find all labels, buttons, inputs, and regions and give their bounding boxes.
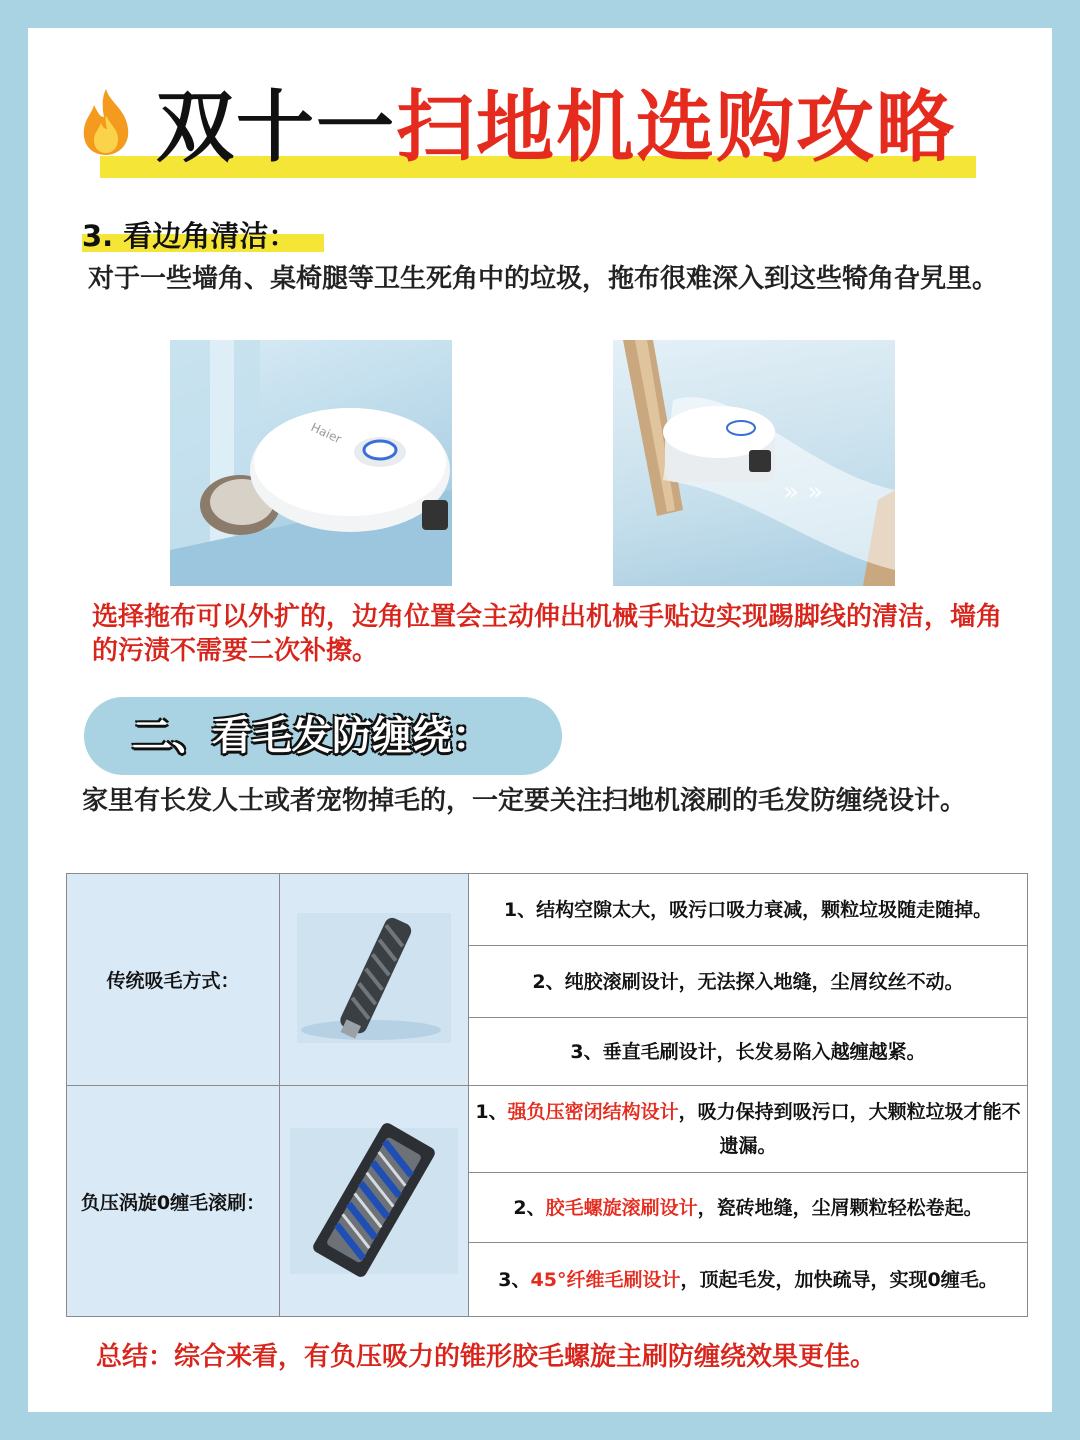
table-item: 1、结构空隙太大，吸污口吸力衰减，颗粒垃圾随走随掉。 <box>469 874 1028 946</box>
section2-text: 家里有长发人士或者宠物掉毛的，一定要关注扫地机滚刷的毛发防缠绕设计。 <box>82 786 967 816</box>
row-label: 传统吸毛方式： <box>67 874 280 1086</box>
robot-corner-cleaning-photo <box>170 340 452 586</box>
summary-text: 总结：综合来看，有负压吸力的锥形胶毛螺旋主刷防缠绕效果更佳。 <box>96 1342 877 1372</box>
section2-heading: 二、看毛发防缠绕： <box>132 713 492 759</box>
title-main: 扫地机选购攻略 <box>396 83 957 173</box>
section3-heading-block <box>82 214 297 255</box>
svg-text:Haier: Haier <box>308 420 344 447</box>
comparison-table <box>66 873 1028 1317</box>
title-text <box>70 62 956 180</box>
title-prefix: 双十一 <box>156 83 397 173</box>
traditional-roller-brush-photo <box>280 874 469 1086</box>
negative-pressure-roller-brush-photo <box>280 1086 469 1317</box>
svg-text:» »: » » <box>783 477 824 507</box>
table-row <box>67 874 1028 946</box>
robot-chair-leg-cleaning-photo <box>613 340 895 586</box>
table-item: 3、45°纤维毛刷设计，顶起毛发，加快疏导，实现0缠毛。 <box>469 1243 1028 1317</box>
table-item: 2、胶毛螺旋滚刷设计，瓷砖地缝，尘屑颗粒轻松卷起。 <box>469 1173 1028 1243</box>
section3-heading: 3. 看边角清洁： <box>82 219 298 253</box>
section3-note: 选择拖布可以外扩的，边角位置会主动伸出机械手贴边实现踢脚线的清洁，墙角的污渍不需要二次补擦。 <box>92 602 1003 666</box>
fire-icon <box>70 85 142 157</box>
table-item: 3、垂直毛刷设计，长发易陷入越缠越紧。 <box>469 1018 1028 1086</box>
page-title <box>70 62 990 182</box>
row-label: 负压涡旋0缠毛滚刷： <box>67 1086 280 1317</box>
section3-text: 对于一些墙角、桌椅腿等卫生死角中的垃圾，拖布很难深入到这些犄角旮旯里。 <box>88 264 999 294</box>
table-item: 1、强负压密闭结构设计，吸力保持到吸污口，大颗粒垃圾才能不遗漏。 <box>469 1086 1028 1173</box>
table-item: 2、纯胶滚刷设计，无法探入地缝，尘屑纹丝不动。 <box>469 946 1028 1018</box>
table-row <box>67 1086 1028 1173</box>
